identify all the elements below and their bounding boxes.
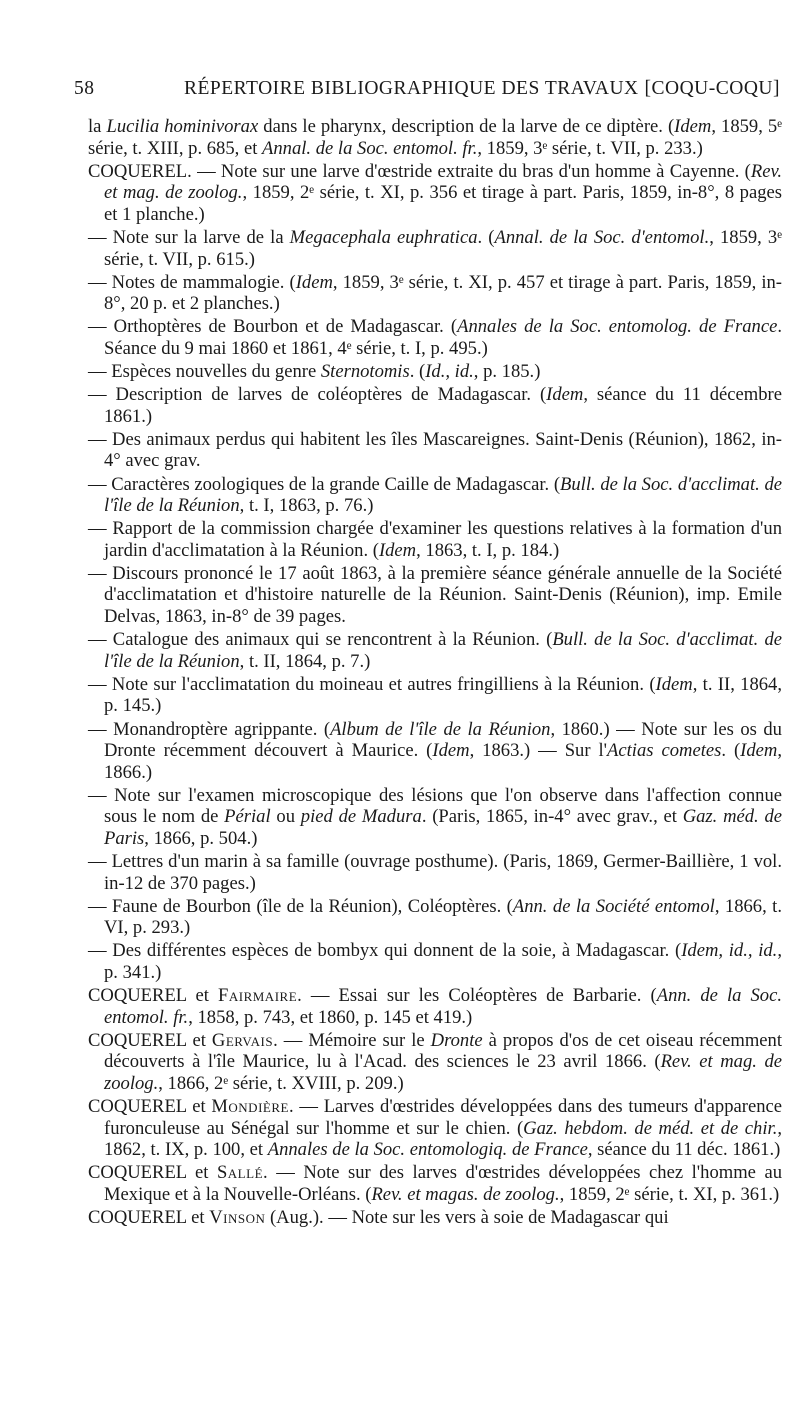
entry-text: , 1866, p. 504.) <box>144 828 258 849</box>
entry-text: , 1858, p. 743, et 1860, p. 145 et 419.) <box>188 1006 473 1028</box>
bibliography-entry <box>88 1096 782 1161</box>
bibliography-entry <box>88 429 782 472</box>
italic-title: Idem <box>674 116 712 137</box>
page-number: 58 <box>74 78 95 99</box>
bibliography-entry <box>88 1162 782 1205</box>
entry-text: , 1866, t. VI, p. 293.) <box>104 895 782 939</box>
bibliography-entry <box>88 1207 782 1229</box>
entry-text: , 1863, t. I, p. 184.) <box>416 539 560 561</box>
italic-title: Megacephala euphratica <box>289 226 478 248</box>
entry-text: à propos d'os de cet oiseau récemment découverts à l'île Maurice, lu à l'Acad. des sciences le 23 avril 1866. ( <box>104 1029 783 1073</box>
italic-title: Idem <box>740 740 778 762</box>
entry-text: . ( <box>409 361 426 383</box>
entry-text: — Des différentes espèces de bombyx qui donnent de la soie, à Madagascar. ( <box>88 940 682 962</box>
entry-text: , 1859, 3ᵉ série, t. VII, p. 615.) <box>104 226 782 270</box>
entry-text: — Faune de Bourbon (île de la Réunion), Coléoptères. ( <box>88 895 513 917</box>
entry-text: . ( <box>721 740 741 762</box>
entry-text: la <box>88 116 107 137</box>
entry-text: , 1859, 2ᵉ série, t. XI, p. 361.) <box>559 1184 780 1205</box>
entry-text: , t. II, 1864, p. 7.) <box>239 650 371 672</box>
entry-text: COQUEREL et <box>88 1207 210 1229</box>
bibliography-entry <box>88 361 782 383</box>
italic-title: Ann. de la Soc. entomol. fr. <box>104 985 783 1028</box>
bibliography-entry <box>88 851 782 894</box>
bibliography-entry <box>88 985 782 1028</box>
entry-text: , séance du 11 décembre 1861.) <box>104 384 783 427</box>
bibliography-body <box>88 116 782 1230</box>
italic-title: Annal. de la Soc. entomol. fr. <box>262 137 478 159</box>
italic-title: Idem, id., id. <box>681 940 778 962</box>
entry-text: — Espèces nouvelles du genre <box>88 361 321 383</box>
italic-title: Gaz. hebdom. de méd. et de chir. <box>523 1117 778 1139</box>
entry-text: , 1866.) <box>104 740 782 783</box>
italic-title: Annales de la Soc. entomologiq. de France <box>267 1139 588 1161</box>
entry-text: , 1859, 3ᵉ série, t. XI, p. 457 et tirage à part. Paris, 1859, in-8°, 20 p. et 2 planches.) <box>104 271 782 315</box>
entry-text: , p. 341.) <box>104 940 782 984</box>
entry-text: — Monandroptère agrippante. ( <box>88 718 331 740</box>
italic-title: Rev. et mag. de zoolog. <box>104 1051 782 1095</box>
italic-title: Idem <box>432 740 470 762</box>
italic-title: Rev. et magas. de zoolog. <box>371 1184 560 1205</box>
entry-text: . — Note sur des larves d'œstrides développées chez l'homme au Mexique et à la Nouvelle-Orléans. ( <box>104 1162 783 1205</box>
italic-title: Idem <box>378 539 417 561</box>
italic-title: Ann. de la Société entomol <box>512 895 715 917</box>
entry-text: . — Larves d'œstrides développées dans des tumeurs d'apparence furonculeuse au Sénégal sur l'homme et sur le chien. ( <box>104 1096 782 1139</box>
bibliography-entry <box>88 563 782 628</box>
entry-text: , 1860.) — Note sur les os du Dronte récemment découvert à Maurice. ( <box>104 718 782 762</box>
bibliography-entry <box>88 518 782 561</box>
italic-title: Id., id. <box>425 361 474 383</box>
entry-text: , 1866, 2ᵉ série, t. XVIII, p. 209.) <box>158 1073 404 1095</box>
entry-text: — Caractères zoologiques de la grande Caille de Madagascar. ( <box>88 473 561 495</box>
bibliography-entry <box>88 161 782 226</box>
entry-text: ou <box>270 806 301 828</box>
italic-title: Lucilia hominivorax <box>106 116 259 137</box>
entry-text: , séance du 11 déc. 1861.) <box>587 1139 781 1161</box>
coauthor-name: Fairmaire <box>218 985 298 1007</box>
italic-title: Gaz. méd. de Paris <box>104 806 783 849</box>
coauthor-name: Gervais <box>211 1029 274 1051</box>
entry-text: COQUEREL et <box>88 985 219 1007</box>
entry-text: COQUEREL et <box>88 1029 212 1051</box>
entry-text: — Description de larves de coléoptères de Madagascar. ( <box>88 384 547 406</box>
bibliography-entry <box>88 940 782 983</box>
bibliography-entry <box>88 719 782 784</box>
italic-title: Annal. de la Soc. d'entomol. <box>494 226 710 248</box>
entry-text: dans le pharynx, description de la larve de ce diptère. ( <box>258 116 675 137</box>
italic-title: Idem <box>655 673 693 695</box>
entry-text: — Note sur la larve de la <box>88 226 290 248</box>
entry-text: . Séance du 9 mai 1860 et 1861, 4ᵉ série, t. I, p. 495.) <box>104 316 782 359</box>
italic-title: Actias cometes <box>607 740 722 762</box>
entry-text: , t. II, 1864, p. 145.) <box>104 673 782 717</box>
entry-text: , p. 185.) <box>473 361 541 383</box>
entry-text: — Orthoptères de Bourbon et de Madagascar. ( <box>88 316 458 338</box>
bibliography-entry <box>88 896 782 939</box>
entry-text: , 1859, 3ᵉ série, t. VII, p. 233.) <box>477 137 703 159</box>
bibliography-entry <box>88 272 782 315</box>
entry-text: — Lettres d'un marin à sa famille (ouvrage posthume). (Paris, 1869, Germer-Baillière, 1 vol. in-12 de 370 pages.) <box>88 851 782 894</box>
entry-text: — Notes de mammalogie. ( <box>88 271 296 293</box>
entry-text: , t. I, 1863, p. 76.) <box>239 495 374 517</box>
entry-text: , 1859, 5ᵉ série, t. XIII, p. 685, et <box>88 116 782 159</box>
running-title: RÉPERTOIRE BIBLIOGRAPHIQUE DES TRAVAUX <box>184 78 639 99</box>
entry-text: — Note sur l'examen microscopique des lésions que l'on observe dans l'affection connue sous le nom de <box>88 784 782 828</box>
italic-title: Bull. de la Soc. d'acclimat. de l'île de la Réunion <box>104 473 782 517</box>
entry-text: — Discours prononcé le 17 août 1863, à la première séance générale annuelle de la Société d'acclimatation et d'histoire naturelle de la Réunion. Saint-Denis (Réunion), imp. Emile Delvas, 1863, in-8° de 39 pages. <box>88 562 782 628</box>
entry-text: (Aug.). — Note sur les vers à soie de Madagascar qui <box>265 1207 669 1229</box>
coauthor-name: Mondière <box>211 1096 289 1118</box>
running-head <box>74 78 780 108</box>
entry-text: — Note sur l'acclimatation du moineau et autres fringilliens à la Réunion. ( <box>88 673 656 695</box>
entry-text: . — Essai sur les Coléoptères de Barbarie. ( <box>297 985 657 1007</box>
bibliography-entry <box>88 785 782 850</box>
entry-text: COQUEREL et <box>88 1162 217 1184</box>
italic-title: Annales de la Soc. entomolog. de France <box>457 316 778 338</box>
italic-title: Idem <box>546 384 584 406</box>
bibliography-entry <box>88 474 782 517</box>
entry-text: — Catalogue des animaux qui se rencontrent à la Réunion. ( <box>88 629 553 651</box>
running-range: [COQU-COQU] <box>644 78 780 99</box>
entry-text: — Rapport de la commission chargée d'examiner les questions relatives à la formation d'un jardin d'acclimatation à la Réunion. ( <box>88 518 782 561</box>
bibliography-entry <box>88 1030 782 1095</box>
italic-title: Idem <box>295 271 333 293</box>
entry-text: . — Mémoire sur le <box>273 1029 431 1051</box>
entry-text: , 1859, 2ᵉ série, t. XI, p. 356 et tirage à part. Paris, 1859, in-8°, 8 pages et 1 planche.) <box>104 182 783 225</box>
italic-title: Rev. et mag. de zoolog. <box>104 160 782 204</box>
italic-title: pied de Madura <box>300 806 422 828</box>
entry-text: — Des animaux perdus qui habitent les îles Mascareignes. Saint-Denis (Réunion), 1862, in-4° avec grav. <box>88 428 782 472</box>
bibliography-entry <box>88 227 782 270</box>
bibliography-entry <box>88 674 782 717</box>
bibliography-entry <box>88 384 782 427</box>
italic-title: Dronte <box>430 1029 483 1051</box>
entry-text: COQUEREL. — Note sur une larve d'œstride extraite du bras d'un homme à Cayenne. ( <box>88 160 751 182</box>
bibliography-entry <box>88 116 782 159</box>
italic-title: Périal <box>224 806 271 828</box>
coauthor-name: Sallé <box>216 1162 264 1184</box>
italic-title: Album de l'île de la Réunion <box>330 718 551 740</box>
entry-text: . (Paris, 1865, in-4° avec grav., et <box>421 806 683 828</box>
italic-title: Bull. de la Soc. d'acclimat. de l'île de la Réunion <box>104 629 782 672</box>
italic-title: Sternotomis <box>320 361 410 383</box>
entry-text: COQUEREL et <box>88 1096 212 1118</box>
entry-text: . ( <box>477 226 495 248</box>
entry-text: , 1862, t. IX, p. 100, et <box>104 1117 782 1161</box>
bibliography-entry <box>88 629 782 672</box>
bibliography-entry <box>88 316 782 359</box>
coauthor-name: Vinson <box>209 1207 266 1229</box>
entry-text: , 1863.) — Sur l' <box>469 740 608 762</box>
